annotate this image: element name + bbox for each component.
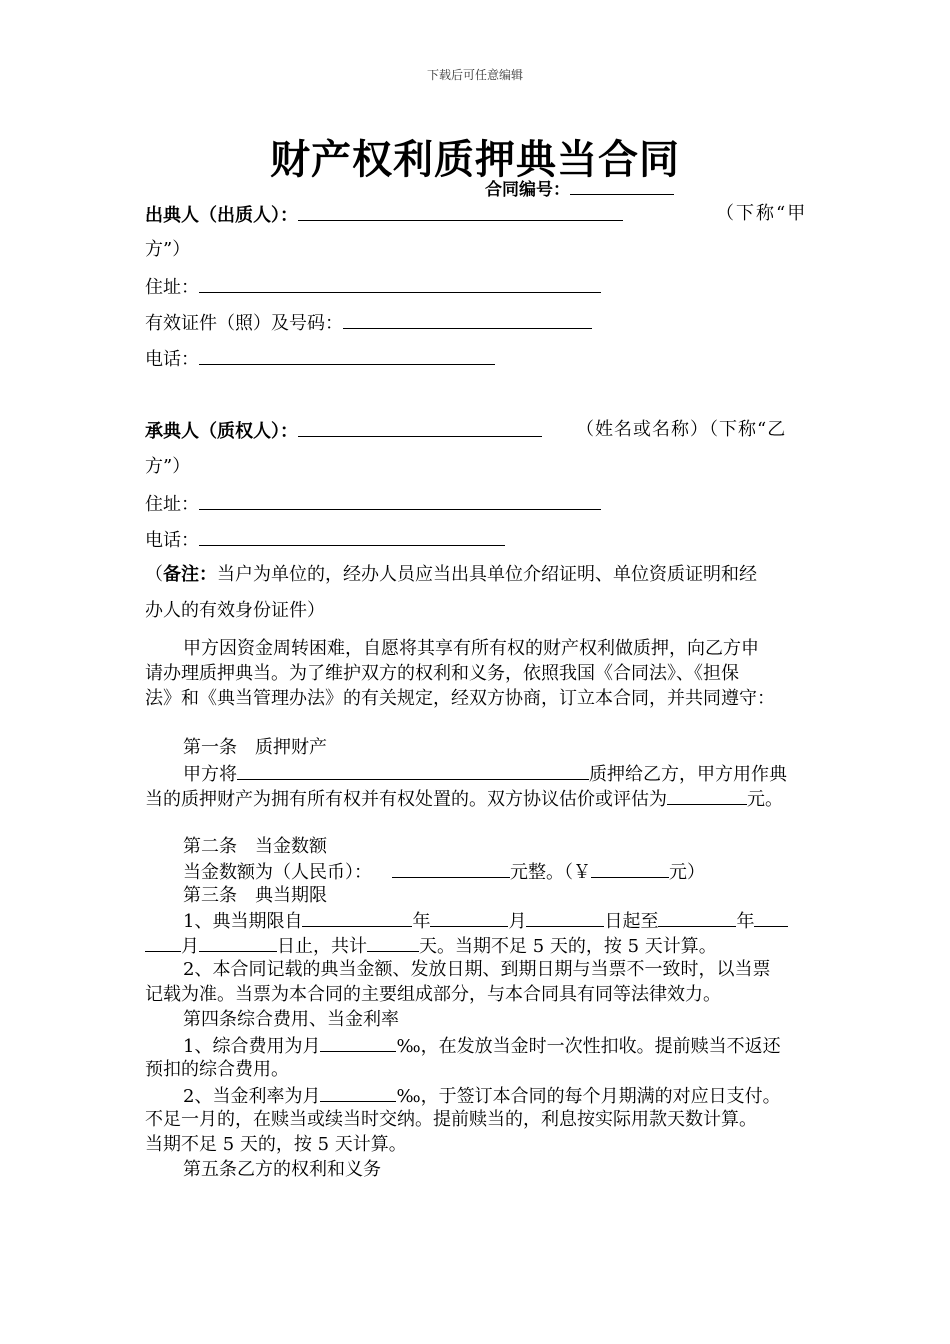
end-day-field[interactable] [199,933,277,952]
pledgor-suffix: （下称“甲 [716,203,808,224]
article-2-line-1 [183,859,705,885]
article-3-title: 第三条 典当期限 [183,885,327,906]
article-1-line-2 [145,786,783,812]
article-3-para-1 [183,908,788,934]
pledgee-phone-field[interactable] [199,527,505,546]
article-1-text-b: 质押给乙方，甲方用作典 [589,764,787,785]
intro-line-2: 请办理质押典当。为了维护双方的权利和义务，依照我国《合同法》、《担保 [145,663,739,684]
remark-text: 当户为单位的，经办人员应当出具单位介绍证明、单位资质证明和经 [217,564,757,585]
pledgee-address-field[interactable] [199,491,601,510]
document-title: 财产权利质押典当合同 [270,137,680,183]
article-3-para-2: 2、本合同记载的典当金额、发放日期、到期日期与当票不一致时，以当票 [183,959,771,980]
pledgee-phone-row [145,527,505,553]
end-year-field[interactable] [658,908,736,927]
remark-open-paren: （ [145,564,163,585]
pledgor-id-label: 有效证件（照）及号码： [145,313,343,334]
pledgee-suffix-cont: 方”） [145,456,191,477]
header-note: 下载后可任意编辑 [426,68,523,82]
remark-text-cont: 办人的有效身份证件） [145,600,325,621]
pledgor-phone-row [145,346,495,372]
pledgee-label: 承典人（质权人）： [145,421,298,442]
article-1-text-c: 当的质押财产为拥有所有权并有权处置的。双方协议估价或评估为 [145,789,667,810]
pledgor-address-row [145,274,601,300]
remark-line [145,563,757,587]
loan-amount-label: 当金数额为（人民币）： [183,862,372,883]
pledgor-address-field[interactable] [199,274,601,293]
article-2-title: 第二条 当金数额 [183,836,327,857]
contract-number-label: 合同编号： [485,180,570,200]
pledgee-address-label: 住址： [145,494,199,515]
loan-amount-words-field[interactable] [392,859,510,878]
article-1-line-1 [183,761,787,787]
contract-number-row [485,176,674,202]
end-year-label: 年 [736,911,755,932]
days-rule-text: 天。当期不足 5 天的，按 5 天计算。 [419,936,717,957]
contract-number-field[interactable] [570,176,674,195]
article-1-text-a: 甲方将 [183,764,237,785]
pledgor-label: 出典人（出质人）： [145,205,298,226]
pledgee-row [145,418,542,444]
valuation-field[interactable] [667,786,747,805]
from-to-label: 日起至 [604,911,659,932]
fee-rate-field[interactable] [320,1033,396,1052]
pledgor-id-field[interactable] [343,310,592,329]
article-4-para-2-end: 当期不足 5 天的，按 5 天计算。 [145,1134,407,1155]
intro-line-1: 甲方因资金周转困难，自愿将其享有所有权的财产权利做质押，向乙方申 [183,638,759,659]
pledgor-id-row [145,310,592,336]
pledgor-name-field[interactable] [298,202,623,221]
loan-amount-unit: 元） [669,862,705,883]
article-5-title: 第五条乙方的权利和义务 [183,1159,381,1180]
loan-amount-figure-field[interactable] [591,859,669,878]
term-start-label: 1、典当期限自 [183,911,303,932]
pledged-property-field[interactable] [237,761,589,780]
end-month-field-b[interactable] [145,933,181,952]
total-days-field[interactable] [367,933,419,952]
article-1-title: 第一条 质押财产 [183,737,327,758]
pledgor-phone-label: 电话： [145,349,199,370]
interest-rate-label: 2、当金利率为月 [183,1086,321,1107]
total-days-label: 日止，共计 [277,936,367,957]
pledgor-address-label: 住址： [145,277,199,298]
loan-amount-text: 元整。（￥ [510,862,591,883]
year-label: 年 [412,911,431,932]
pledgor-phone-field[interactable] [199,346,495,365]
article-4-para-2 [183,1083,781,1109]
fee-rate-label: 1、综合费用为月 [183,1036,321,1057]
start-year-field[interactable] [302,908,412,927]
pledgee-address-row [145,491,601,517]
pledgee-suffix: （姓名或名称）（下称“乙 [576,419,787,440]
article-3-para-2-cont: 记载为准。当票为本合同的主要组成部分，与本合同具有同等法律效力。 [145,984,721,1005]
interest-rate-field[interactable] [320,1083,396,1102]
pledgee-phone-label: 电话： [145,530,199,551]
end-month-label: 月 [181,936,199,957]
start-day-field[interactable] [526,908,604,927]
start-month-field[interactable] [430,908,508,927]
article-4-para-2-cont: 不足一月的，在赎当或续当时交纳。提前赎当的，利息按实际用款天数计算。 [145,1109,757,1130]
pledgor-suffix-cont: 方”） [145,239,191,260]
article-4-para-1-cont: 预扣的综合费用。 [145,1059,289,1080]
fee-rate-text: ‰，在发放当金时一次性扣收。提前赎当不返还 [396,1036,781,1057]
article-4-para-1 [183,1033,781,1059]
article-1-text-d: 元。 [747,789,783,810]
article-4-title: 第四条综合费用、当金利率 [183,1009,399,1030]
pledgee-name-field[interactable] [298,418,542,437]
month-label: 月 [508,911,527,932]
article-3-para-1-cont [145,933,717,959]
intro-line-3: 法》和《典当管理办法》的有关规定，经双方协商，订立本合同，并共同遵守： [145,688,775,709]
interest-rate-text: ‰，于签订本合同的每个月期满的对应日支付。 [396,1086,781,1107]
remark-label: 备注： [163,564,217,585]
pledgor-row [145,202,623,228]
end-month-field-a[interactable] [754,908,788,927]
